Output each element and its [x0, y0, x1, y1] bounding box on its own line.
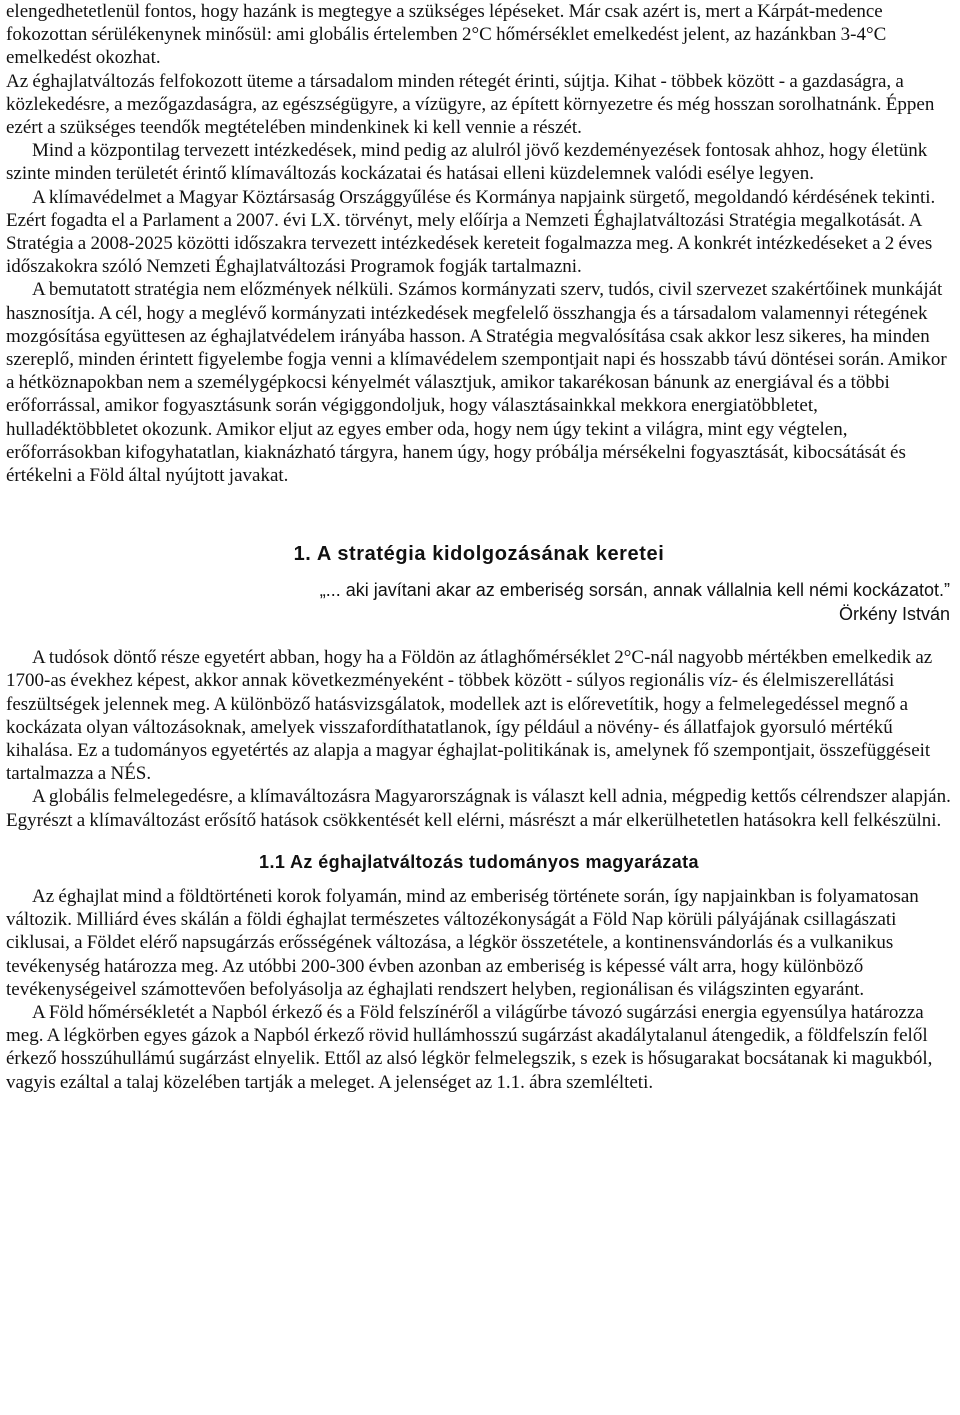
- section-1-1-paragraph-2: A Föld hőmérsékletét a Napból érkező és a Föld felszínéről a világűrbe távozó sugárzási energia egyensúlya határozza meg. A légkörben egyes gázok a Napból érkező rövid hullámhosszú sugárzást akadálytalanul átengedik, a földfelszín felől érkező hosszúhullámú sugárzást elnyelik. Ettől az alsó légkör felmelegszik, s ezek is hősugarakat bocsátanak ki magukból, vagyis ezáltal a talaj közelében tartják a meleget. A jelenséget az 1.1. ábra szemlélteti.: [6, 1001, 933, 1093]
- intro-paragraph-3: Mind a központilag tervezett intézkedések, mind pedig az alulról jövő kezdeményezések fontosak ahhoz, hogy életünk szinte minden területét érintő klímaváltozás kockázatai és hatásai elleni küzdelemnek valódi esélye legyen.: [6, 140, 928, 185]
- section-1-1-heading: 1.1 Az éghajlatváltozás tudományos magyarázata: [259, 851, 699, 872]
- section-1-1: [6, 832, 952, 1094]
- intro-paragraph-5: A bemutatott stratégia nem előzmények nélküli. Számos kormányzati szerv, tudós, civil szervezet szakértőinek munkáját hasznosítja. A cél, hogy a meglévő kormányzati intézkedések megfelelő összhangja és a társadalom valamennyi rétegének mozgósítása együttesen az éghajlatvédelem irányába hasson. A Stratégia megvalósítása csak akkor lesz sikeres, ha minden szereplő, minden érintett figyelembe fogja venni a klímavédelem szempontjait napi és hosszabb távú döntései során. Amikor a hétköznapokban nem a személygépkocsi kényelmét választjuk, amikor takarékosan bánunk az energiával és a többi erőforrással, amikor fogyasztásunk során végiggondoljuk, hogy választásainkkal mekkora energiatöbbletet, hulladéktöbbletet okozunk. Amikor eljut az egyes ember oda, hogy nem úgy tekint a világra, mint egy végtelen, erőforrásokban kifogyhatatlan, kiaknázható tárgyra, hanem úgy, hogy próbálja mérsékelni fogyasztását, kibocsátását és értékelni a Föld által nyújtott javakat.: [6, 279, 947, 487]
- intro-section: [6, 0, 952, 487]
- section-1: [6, 487, 952, 832]
- epigraph-author: Örkény István: [838, 604, 950, 625]
- intro-paragraph-4: A klímavédelmet a Magyar Köztársaság Országgyűlése és Kormánya napjaink sürgető, megoldandó kérdésének tekinti. Ezért fogadta el a Parlament a 2007. évi LX. törvényt, mely előírja a Nemzeti Éghajlatváltozási Stratégia megalkotását. A Stratégia a 2008-2025 közötti időszakra tervezett intézkedések kereteit fogalmazza meg. A konkrét intézkedéseket a 2 éves időszakokra szóló Nemzeti Éghajlatváltozási Programok fogják tartalmazni.: [6, 186, 936, 278]
- section-1-heading: 1. A stratégia kidolgozásának keretei: [293, 543, 665, 566]
- section-1-paragraph-2: A globális felmelegedésre, a klímaváltozásra Magyarországnak is választ kell adnia, mégpedig kettős célrendszer alapján. Egyrészt a klímaváltozást erősítő hatások csökkentését kell elérni, másrészt a már elkerülhetetlen hatásokra kell felkészülni.: [6, 786, 951, 831]
- epigraph-quote: „... aki javítani akar az emberiség sorsán, annak vállalnia kell némi kockázatot.”: [319, 580, 950, 601]
- intro-paragraph-1: elengedhetetlenül fontos, hogy hazánk is megtegye a szükséges lépéseket. Már csak azért is, mert a Kárpát-medence fokozottan sérülékenynek minősül: ami globális értelemben 2°C hőmérséklet emelkedést jelent, az hazánkban 3-4°C emelkedést okozhat.: [6, 1, 887, 69]
- section-1-1-paragraph-1: Az éghajlat mind a földtörténeti korok folyamán, mind az emberiség története során, így napjainkban is folyamatosan változik. Milliárd éves skálán a földi éghajlat természetes változékonyságát a Föld Nap körüli pályájának csillagászati ciklusai, a Földet elérő napsugárzás erősségének változása, a légkör összetétele, a kontinensvándorlás és a vulkanikus tevékenység határozza meg. Az utóbbi 200-300 évben azonban az emberiség is képessé vált arra, hogy különböző tevékenységeivel számottevően befolyásolja az éghajlati rendszert helyben, regionálisan és világszinten egyaránt.: [6, 885, 919, 1000]
- intro-paragraph-2: Az éghajlatváltozás felfokozott üteme a társadalom minden rétegét érinti, sújtja. Kihat - többek között - a gazdaságra, a közlekedésre, a mezőgazdaságra, az egészségügyre, a vízügyre, az épített környezetre és még hosszan sorolhatnánk. Éppen ezért a szükséges teendők megtételében mindenkinek ki kell vennie a részét.: [6, 70, 935, 139]
- section-1-paragraph-1: A tudósok döntő része egyetért abban, hogy ha a Földön az átlaghőmérséklet 2°C-nál nagyobb mértékben emelkedik az 1700-as évekhez képest, akkor annak következményeként - többek között - súlyos regionális víz- és élelmiszerellátási feszültségek jelennek meg. A különböző hatásvizsgálatok, modellek azt is előrevetítik, hogy a felmelegedéssel megnő a kockázata olyan változásoknak, amelyek visszafordíthatatlanok, így például a növény- és állatfajok gyorsuló mértékű kihalása. Ez a tudományos egyetértés az alapja a magyar éghajlat-politikának is, amelynek fő szempontjait, összefüggéseit tartalmazza a NÉS.: [6, 647, 933, 785]
